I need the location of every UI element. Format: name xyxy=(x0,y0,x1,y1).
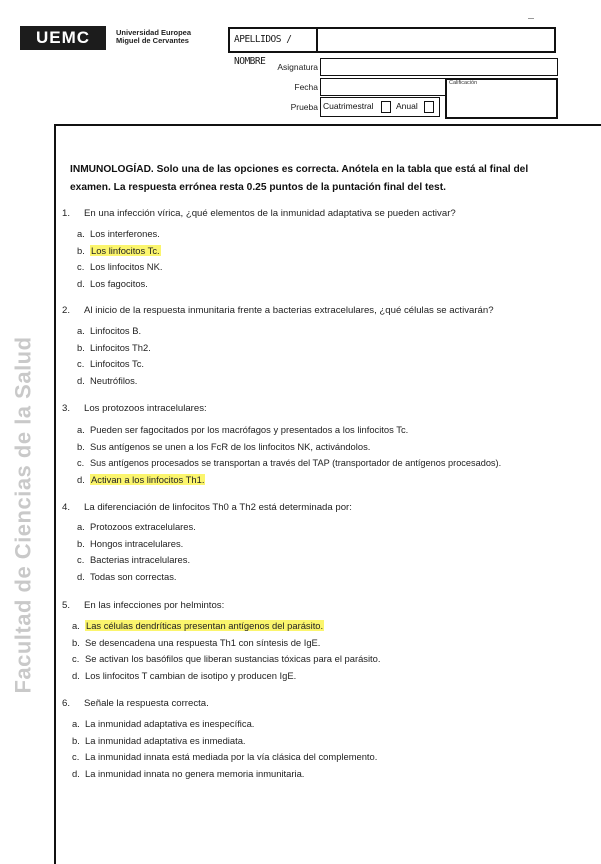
question-number: 2. xyxy=(62,305,71,316)
question-number: 1. xyxy=(62,208,71,219)
question-text: En una infección vírica, ¿qué elementos de la inmunidad adaptativa se pueden activar? xyxy=(84,208,456,219)
option-5a[interactable]: a. Las células dendríticas presentan antígenos del parásito. xyxy=(72,620,324,631)
question-number: 6. xyxy=(62,698,71,709)
cuatrimestral-checkbox[interactable] xyxy=(381,101,391,113)
question-text: Señale la respuesta correcta. xyxy=(84,698,209,709)
option-4a[interactable]: a. Protozoos extracelulares. xyxy=(77,521,196,532)
name-label: APELLIDOS / NOMBRE xyxy=(230,29,318,51)
question-text: Los protozoos intracelulares: xyxy=(84,403,207,414)
question-3 xyxy=(62,402,598,416)
corner-mark xyxy=(528,18,534,19)
faculty-watermark xyxy=(2,310,46,720)
option-2a[interactable]: a. Linfocitos B. xyxy=(77,325,142,336)
highlighted-answer: Los linfocitos Tc. xyxy=(91,244,160,256)
instructions-line1: INMUNOLOGÍAD. Solo una de las opciones es correcta. Anótela en la tabla que está al final del xyxy=(70,164,529,175)
calificacion-label: Calificación xyxy=(449,80,478,86)
instructions-line2: examen. La respuesta errónea resta 0.25 puntos de la puntación final del test. xyxy=(70,182,446,193)
faculty-text: Facultad de Ciencias de la Salud xyxy=(11,336,37,694)
option-6d[interactable]: d. La inmunidad innata no genera memoria inmunitaria. xyxy=(72,767,305,779)
option-3a[interactable]: a. Pueden ser fagocitados por los macrófagos y presentados a los linfocitos Tc. xyxy=(77,424,409,435)
question-1-options xyxy=(77,226,601,292)
question-text: En las infecciones por helmintos: xyxy=(84,600,225,611)
option-4b[interactable]: b. Hongos intracelulares. xyxy=(77,537,184,549)
question-number: 4. xyxy=(62,502,71,513)
option-1d[interactable]: d. Los fagocitos. xyxy=(77,277,148,289)
question-text: Al inicio de la respuesta inmunitaria frente a bacterias extracelulares, ¿qué células se activarán? xyxy=(84,305,494,316)
option-1a[interactable]: a. Los interferones. xyxy=(77,228,160,239)
option-5c[interactable]: c. Se activan los basófilos que liberan sustancias tóxicas para el parásito. xyxy=(72,653,381,664)
question-6 xyxy=(62,697,598,711)
option-3d[interactable]: d. Activan a los linfocitos Th1. xyxy=(77,473,205,485)
option-1c[interactable]: c. Los linfocitos NK. xyxy=(77,261,163,272)
university-line1: Universidad Europea xyxy=(116,28,192,37)
university-name xyxy=(116,29,191,45)
cuatrimestral-label: Cuatrimestral xyxy=(323,101,374,111)
option-4c[interactable]: c. Bacterias intracelulares. xyxy=(77,554,191,565)
option-2b[interactable]: b. Linfocitos Th2. xyxy=(77,341,151,353)
question-2-options xyxy=(77,323,601,389)
asignatura-field[interactable] xyxy=(320,58,558,76)
question-4-options xyxy=(77,519,601,585)
exam-instructions xyxy=(70,161,590,197)
question-5-options xyxy=(72,618,597,684)
fecha-label: Fecha xyxy=(294,82,318,92)
question-number: 5. xyxy=(62,600,71,611)
option-2c[interactable]: c. Linfocitos Tc. xyxy=(77,358,145,369)
anual-label: Anual xyxy=(396,101,418,111)
highlighted-answer: Las células dendríticas presentan antígenos del parásito. xyxy=(86,620,324,631)
question-number: 3. xyxy=(62,403,71,414)
option-5d[interactable]: d. Los linfocitos T cambian de isotipo y producen IgE. xyxy=(72,669,297,681)
question-4 xyxy=(62,501,598,515)
question-2 xyxy=(62,304,598,318)
uemc-logo: UEMC xyxy=(20,26,106,50)
question-5 xyxy=(62,599,598,613)
option-6c[interactable]: c. La inmunidad innata está mediada por la vía clásica del complemento. xyxy=(72,751,378,762)
option-3b[interactable]: b. Sus antígenos se unen a los FcR de los linfocitos NK, activándolos. xyxy=(77,440,371,452)
option-2d[interactable]: d. Neutrófilos. xyxy=(77,374,138,386)
prueba-label: Prueba xyxy=(290,102,318,112)
question-text: La diferenciación de linfocitos Th0 a Th2 está determinada por: xyxy=(84,502,352,513)
university-line2: Miguel de Cervantes xyxy=(116,36,189,45)
option-5b[interactable]: b. Se desencadena una respuesta Th1 con síntesis de IgE. xyxy=(72,636,321,648)
question-3-options xyxy=(77,422,601,488)
option-6a[interactable]: a. La inmunidad adaptativa es inespecífica. xyxy=(72,718,255,729)
option-1b[interactable]: b. Los linfocitos Tc. xyxy=(77,244,160,256)
fecha-field[interactable] xyxy=(320,78,446,96)
anual-checkbox[interactable] xyxy=(424,101,434,113)
highlighted-answer: Activan a los linfocitos Th1. xyxy=(91,473,205,485)
option-4d[interactable]: d. Todas son correctas. xyxy=(77,570,177,582)
option-3c[interactable]: c. Sus antígenos procesados se transportan a través del TAP (transportador de antígenos procesados). xyxy=(77,458,502,468)
option-6b[interactable]: b. La inmunidad adaptativa es inmediata. xyxy=(72,734,246,746)
asignatura-label: Asignatura xyxy=(277,62,318,72)
question-6-options xyxy=(72,716,597,782)
question-1 xyxy=(62,207,598,221)
